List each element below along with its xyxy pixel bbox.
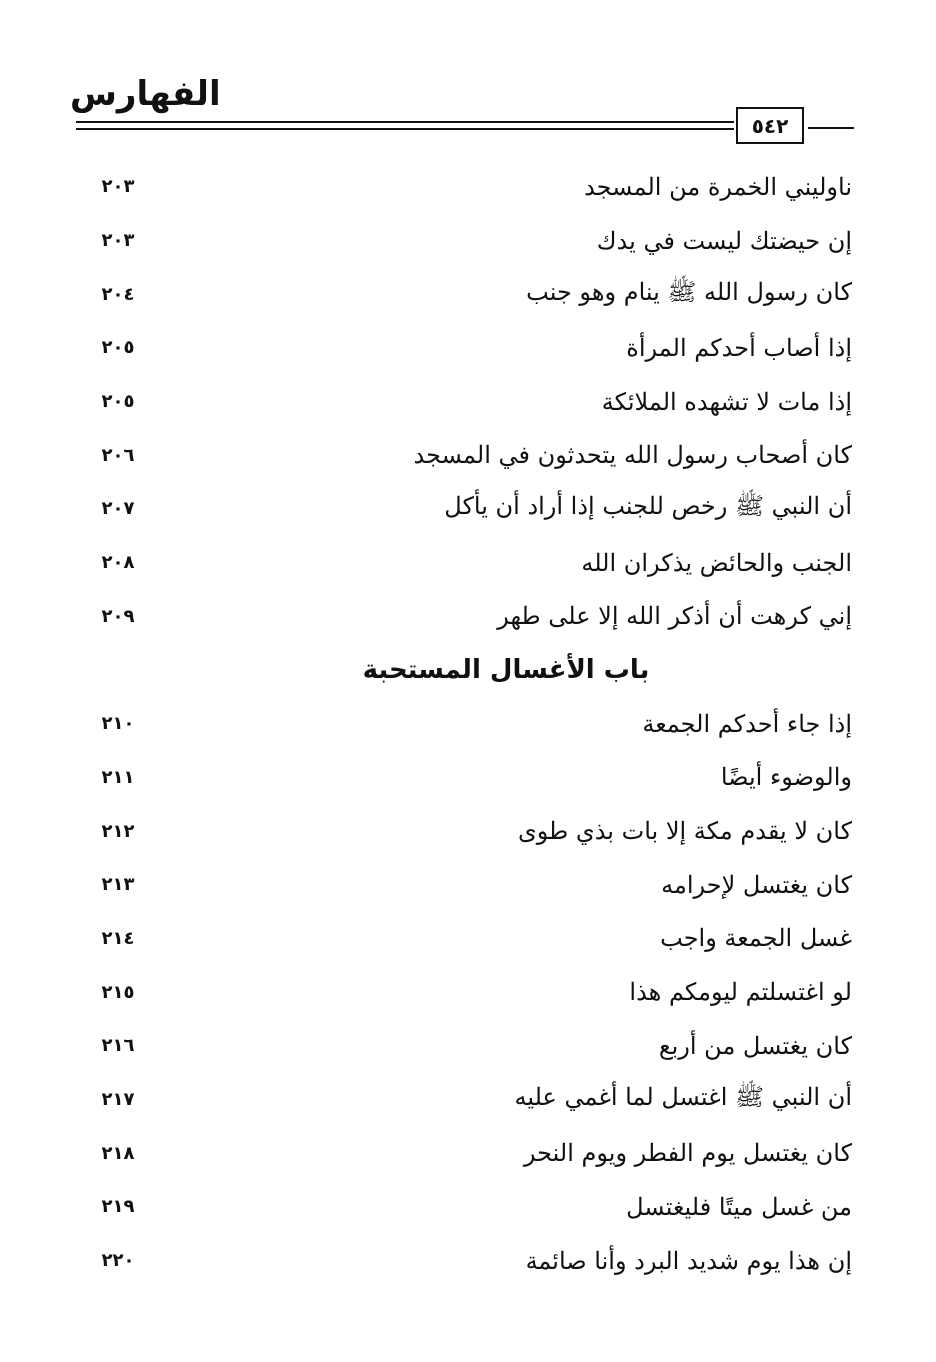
page-ref: ٢٢٠: [101, 1250, 135, 1272]
page-ref: ٢٠٩: [101, 605, 135, 627]
header-rule-bottom: [76, 128, 734, 130]
hadith-text: أن النبي ﷺ اغتسل لما أغمي عليه: [514, 1083, 852, 1112]
index-row: [90, 590, 852, 644]
page-ref: ٢١٥: [101, 981, 135, 1003]
page-ref: ٢١٧: [101, 1089, 135, 1111]
hadith-text: كان لا يقدم مكة إلا بات بذي طوى: [518, 817, 852, 846]
index-row: [90, 536, 852, 590]
page-ref: ٢٠٣: [101, 230, 135, 252]
index-row: [90, 1180, 852, 1234]
hadith-text: لو اغتسلتم ليومكم هذا: [629, 978, 852, 1007]
section-heading: باب الأغسال المستحبة: [362, 655, 650, 686]
page-ref: ٢١٤: [101, 927, 135, 949]
page-ref: ٢٠٣: [101, 176, 135, 198]
index-row: [90, 482, 852, 536]
index-row: [90, 375, 852, 429]
page-ref: ٢٠٥: [101, 337, 135, 359]
index-list: [90, 160, 852, 1287]
hadith-text: كان يغتسل يوم الفطر ويوم النحر: [523, 1139, 852, 1168]
index-row: [90, 321, 852, 375]
hadith-text: إني كرهت أن أذكر الله إلا على طهر: [497, 602, 852, 631]
page-ref: ٢١٢: [101, 820, 135, 842]
hadith-text: إذا مات لا تشهده الملائكة: [601, 387, 852, 416]
hadith-text: كان يغتسل من أربع: [658, 1031, 852, 1060]
page-ref: ٢١٩: [101, 1196, 135, 1218]
page-ref: ٢٠٦: [101, 444, 135, 466]
page-ref: ٢٠٨: [101, 552, 135, 574]
running-title: الفهارس: [70, 74, 221, 114]
page-ref: ٢١٨: [101, 1142, 135, 1164]
page-ref: ٢١٣: [101, 874, 135, 896]
page-ref: ٢١١: [101, 766, 135, 788]
index-row: [90, 1126, 852, 1180]
hadith-text: غسل الجمعة واجب: [660, 924, 852, 953]
index-row: [90, 804, 852, 858]
index-row: [90, 214, 852, 268]
header-rule-top: [76, 121, 734, 123]
hadith-text: الجنب والحائض يذكران الله: [581, 548, 852, 577]
hadith-text: إذا أصاب أحدكم المرأة: [626, 333, 852, 362]
index-row: [90, 697, 852, 751]
page-ref: ٢١٠: [101, 713, 135, 735]
page-ref: ٢٠٧: [101, 498, 135, 520]
hadith-text: إن هذا يوم شديد البرد وأنا صائمة: [525, 1246, 852, 1275]
page-header: [0, 0, 936, 150]
hadith-text: كان يغتسل لإحرامه: [661, 870, 852, 899]
index-row: [90, 160, 852, 214]
hadith-text: أن النبي ﷺ رخص للجنب إذا أراد أن يأكل: [444, 492, 852, 521]
index-row: [90, 1234, 852, 1288]
index-row: [90, 428, 852, 482]
hadith-text: من غسل ميتًا فليغتسل: [626, 1192, 852, 1221]
index-row: [90, 858, 852, 912]
hadith-text: والوضوء أيضًا: [720, 763, 852, 792]
hadith-text: كان رسول الله ﷺ ينام وهو جنب: [526, 277, 852, 306]
page-ref: ٢٠٥: [101, 391, 135, 413]
page-ref: ٢٠٤: [101, 283, 135, 305]
index-row: [90, 912, 852, 966]
header-rule-right: [808, 127, 854, 129]
index-row: [90, 965, 852, 1019]
hadith-text: ناوليني الخمرة من المسجد: [584, 172, 852, 201]
index-row: [90, 267, 852, 321]
index-row: [90, 1019, 852, 1073]
hadith-text: إن حيضتك ليست في يدك: [596, 226, 852, 255]
index-row: [90, 1073, 852, 1127]
hadith-text: إذا جاء أحدكم الجمعة: [642, 709, 852, 738]
page-number: ٥٤٢: [736, 107, 804, 144]
page-ref: ٢١٦: [101, 1035, 135, 1057]
hadith-text: كان أصحاب رسول الله يتحدثون في المسجد: [413, 441, 852, 470]
index-row: [90, 751, 852, 805]
